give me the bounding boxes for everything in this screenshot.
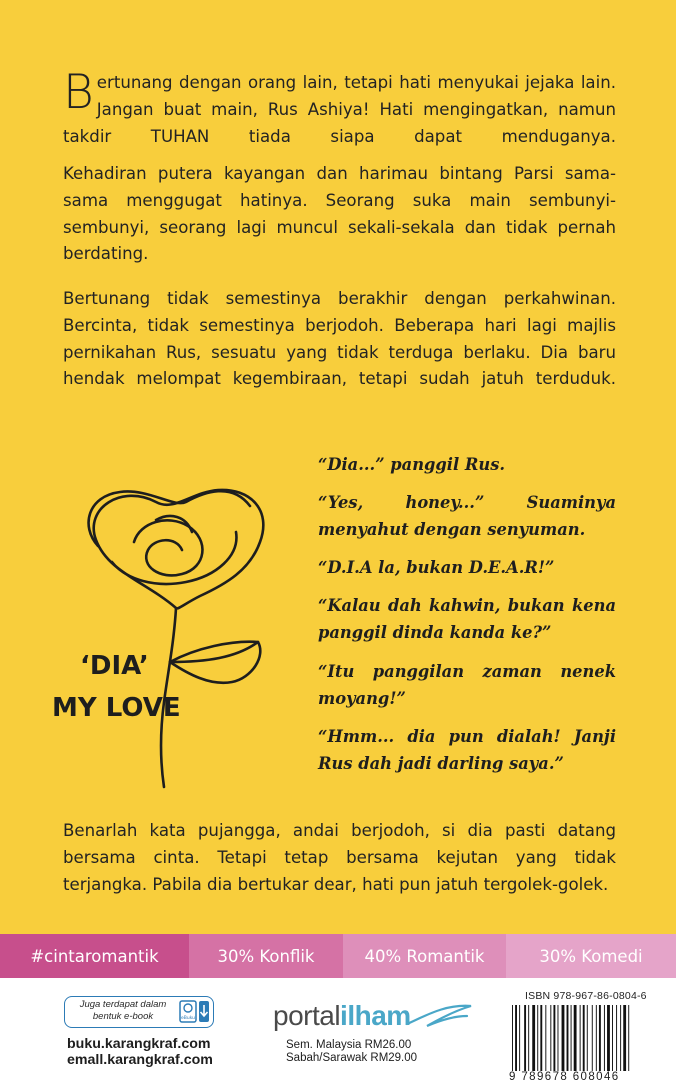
dialogue-line-4: “Kalau dah kahwin, bukan kena panggil dinda kanda ke?” xyxy=(318,596,616,642)
barcode-bar xyxy=(580,1005,581,1071)
barcode-bar xyxy=(532,1005,535,1071)
barcode-bar xyxy=(616,1005,617,1071)
barcode-bar xyxy=(623,1005,626,1071)
barcode-bar xyxy=(628,1005,629,1071)
barcode-bar xyxy=(567,1005,569,1071)
barcode-graphic xyxy=(510,1005,656,1071)
dialogue-line-2: “Yes, honey...” Suaminya menyahut dengan senyuman. xyxy=(318,493,616,539)
ebook-badge-text xyxy=(71,999,175,1023)
website-link-2[interactable]: emall.karangkraf.com xyxy=(67,1052,213,1068)
tag-label: 30% Komedi xyxy=(539,946,643,966)
drop-cap-initial: B xyxy=(63,65,94,120)
blurb-paragraph-2: Kehadiran putera kayangan dan harimau bintang Parsi sama-sama menggugat hatinya. Seorang suka main sembunyi-sembunyi, seorang lagi muncul sekali-sekala dan tidak pernah berdating. xyxy=(63,164,616,264)
barcode-bar xyxy=(599,1005,601,1071)
barcode-bar xyxy=(537,1005,538,1071)
publisher-logo xyxy=(273,1000,411,1032)
barcode-bar xyxy=(524,1005,526,1071)
barcode-bar xyxy=(612,1005,613,1071)
tag-label: 30% Konflik xyxy=(217,946,315,966)
barcode-bar xyxy=(571,1005,572,1071)
rose-caption-line-2: MY LOVE xyxy=(52,693,181,723)
dialogue-line-1: “Dia...” panggil Rus. xyxy=(318,455,506,474)
ebook-download-icon xyxy=(179,1000,211,1024)
barcode-bar xyxy=(607,1005,610,1071)
tag-romantik xyxy=(343,934,506,978)
barcode-bar xyxy=(583,1005,585,1071)
barcode-digits: 9 789678 608046 xyxy=(509,1071,659,1083)
website-link-1[interactable]: buku.karangkraf.com xyxy=(67,1036,211,1052)
ebook-line-2: bentuk e-book xyxy=(92,1011,154,1022)
barcode-bar xyxy=(596,1005,597,1071)
ebook-line-1: Juga terdapat dalam xyxy=(79,999,167,1010)
publisher-logo-part-1: portal xyxy=(273,1000,341,1031)
barcode-bar xyxy=(574,1005,577,1071)
rose-caption-line-1: ‘DIA’ xyxy=(80,651,149,681)
blurb-paragraph-3: Bertunang tidak semestinya berakhir dengan perkahwinan. Bercinta, tidak semestinya berjodoh. Beberapa hari lagi majlis pernikahan Rus, sesuatu yang tidak terduga berlaku. Dia baru hendak melompat kegembiraan, tetapi sudah jatuh terduduk. xyxy=(63,289,616,389)
publisher-swoosh-icon xyxy=(405,996,475,1032)
barcode-bar xyxy=(515,1005,517,1071)
barcode-bar xyxy=(545,1005,546,1071)
barcode-bar xyxy=(550,1005,551,1071)
dialogue-line-3: “D.I.A la, bukan D.E.A.R!” xyxy=(318,558,555,577)
barcode-bar xyxy=(592,1005,593,1071)
rose-illustration xyxy=(36,462,296,792)
barcode-bar xyxy=(562,1005,565,1071)
dialogue-line-6: “Hmm... dia pun dialah! Janji Rus dah jadi darling saya.” xyxy=(318,727,616,773)
barcode-bar xyxy=(604,1005,605,1071)
isbn-label: ISBN 978-967-86-0804-6 xyxy=(525,990,647,1002)
blurb-paragraph-4: Benarlah kata pujangga, andai berjodoh, si dia pasti datang bersama cinta. Tetapi tetap bersama kejutan yang tidak terjangka. Pabila dia bertukar dear, hati pun jatuh tergolek-golek. xyxy=(63,821,616,894)
barcode-bar xyxy=(587,1005,588,1071)
barcode-bar xyxy=(512,1005,513,1071)
tag-cintaromantik xyxy=(0,934,189,978)
price-info xyxy=(286,1039,417,1065)
dialogue-line-5: “Itu panggilan zaman nenek moyang!” xyxy=(318,662,616,708)
ebook-icon-label: eBuku xyxy=(180,1016,196,1021)
barcode-bar xyxy=(620,1005,621,1071)
ebook-badge xyxy=(64,996,214,1028)
websites xyxy=(67,1036,213,1068)
blurb-paragraph-1-text: ertunang dengan orang lain, tetapi hati menyukai jejaka lain. Jangan buat main, Rus Ashiya! Hati mengingatkan, namun takdir TUHAN tiada siapa dapat menduganya. xyxy=(63,73,616,146)
tag-konflik xyxy=(189,934,343,978)
tag-label: #cintaromantik xyxy=(30,946,159,966)
price-line-1: Sem. Malaysia RM26.00 xyxy=(286,1039,412,1051)
barcode-bar xyxy=(540,1005,542,1071)
tag-label: 40% Romantik xyxy=(364,946,485,966)
barcode-bar xyxy=(553,1005,555,1071)
publisher-logo-part-2: ilham xyxy=(340,1000,411,1031)
barcode-bar xyxy=(519,1005,520,1071)
barcode-bar xyxy=(558,1005,559,1071)
tag-komedi xyxy=(506,934,676,978)
barcode-bar xyxy=(528,1005,529,1071)
price-line-2: Sabah/Sarawak RM29.00 xyxy=(286,1052,418,1064)
genre-tag-bar xyxy=(0,934,676,978)
